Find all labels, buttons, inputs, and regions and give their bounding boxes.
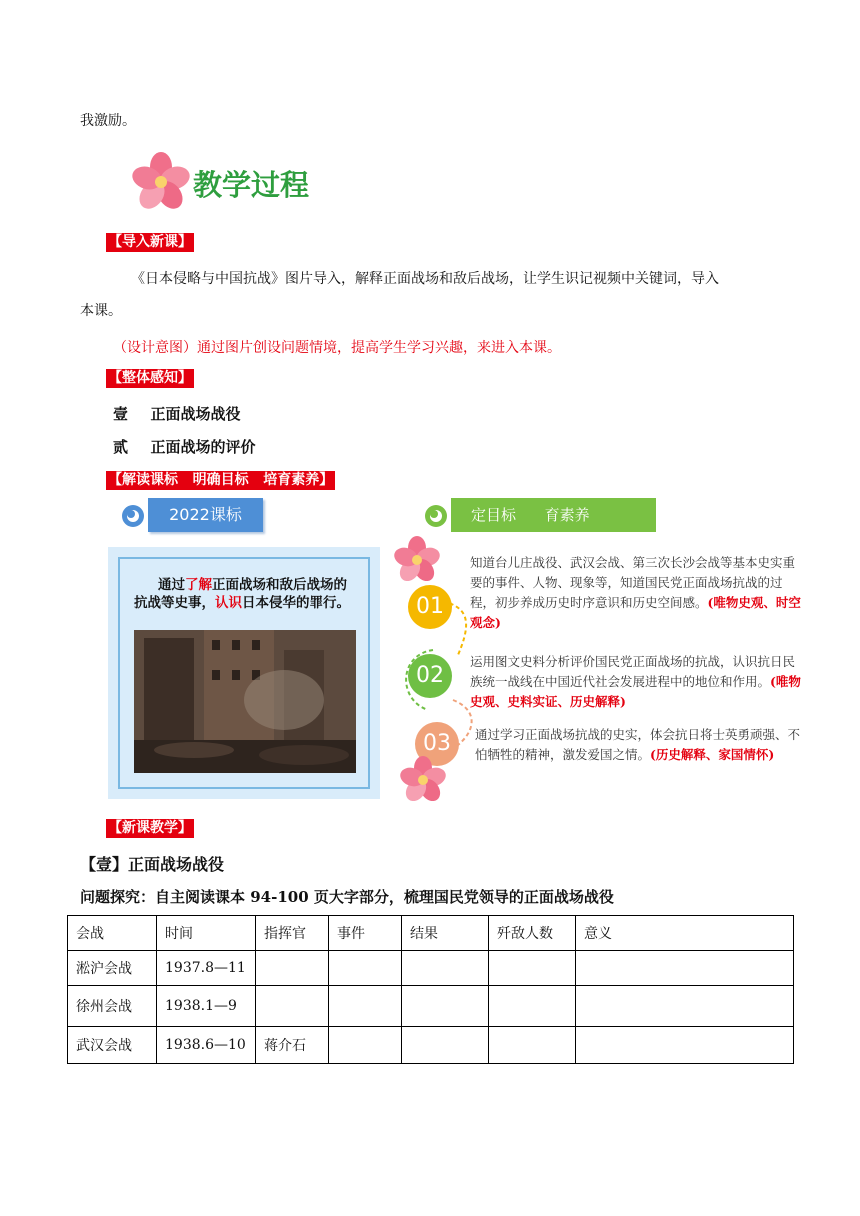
table-row <box>68 951 794 986</box>
goal-number-badge: 03 <box>415 722 459 766</box>
table-cell <box>256 986 329 1027</box>
table-cell <box>402 986 489 1027</box>
table-header-cell: 歼敌人数 <box>489 916 576 951</box>
overview-item-number: 壹 <box>113 405 129 423</box>
battles-table <box>67 915 794 1064</box>
table-cell <box>489 1027 576 1064</box>
goal-text: 通过学习正面战场抗战的史实，体会抗日将士英勇顽强、不怕牺牲的精神，激发爱国之情。(历史解释、家国情怀) <box>475 727 801 762</box>
overview-item-number: 贰 <box>113 438 129 456</box>
question-prompt: 问题探究：自主阅读课本 94-100 页大字部分，梳理国民党领导的正面战场战役 <box>80 888 614 906</box>
continuation-text: 我激励。 <box>80 113 136 129</box>
goal-text: 运用图文史料分析评价国民党正面战场的抗战，认识抗日民族统一战线在中国近代社会发展进程中的地位和作用。(唯物史观、史料实证、历史解释) <box>470 654 801 709</box>
table-header-row <box>68 916 794 951</box>
new-lesson-tag: 【新课教学】 <box>108 820 192 836</box>
curriculum-card <box>108 547 380 799</box>
intro-tag: 【导入新课】 <box>108 234 192 250</box>
table-cell <box>489 951 576 986</box>
table-cell <box>576 986 794 1027</box>
intro-paragraph-line2: 本课。 <box>80 303 122 319</box>
curriculum-tag: 【解读课标 明确目标 培育素养】 <box>108 472 334 488</box>
table-header-cell: 会战 <box>68 916 157 951</box>
section-title: 教学过程 <box>193 168 310 202</box>
table-cell <box>489 986 576 1027</box>
goal-number-badge: 02 <box>408 654 452 698</box>
table-header-cell: 事件 <box>329 916 402 951</box>
table-row <box>68 1027 794 1064</box>
table-cell <box>329 986 402 1027</box>
table-cell: 武汉会战 <box>68 1027 157 1064</box>
design-note: （设计意图）通过图片创设问题情境，提高学生学习兴趣，来进入本课。 <box>113 340 561 356</box>
intro-paragraph-line1: 《日本侵略与中国抗战》图片导入，解释正面战场和敌后战场，让学生识记视频中关键词，导入 <box>131 271 719 287</box>
table-cell <box>329 951 402 986</box>
overview-item-2 <box>113 437 256 457</box>
table-header-cell: 意义 <box>576 916 794 951</box>
table-cell <box>576 1027 794 1064</box>
card-text: 通过了解正面战场和敌后战场的抗战等史事，认识日本侵华的罪行。 <box>134 577 350 611</box>
table-header-cell: 指挥官 <box>256 916 329 951</box>
war-ruins-image <box>134 630 356 773</box>
goal-text: 知道台儿庄战役、武汉会战、第三次长沙会战等基本史实重要的事件、人物、现象等，知道国民党正面战场抗战的过程，初步养成历史时序意识和历史空间感。(唯物史观、时空观念) <box>470 555 801 630</box>
table-header-cell: 结果 <box>402 916 489 951</box>
flower-icon <box>130 152 192 212</box>
table-cell: 1937.8—11 <box>157 951 256 986</box>
bullet-icon <box>122 505 144 527</box>
goals-header: 定目标 育素养 <box>451 498 656 532</box>
table-cell: 淞沪会战 <box>68 951 157 986</box>
lesson-heading: 【壹】正面战场战役 <box>80 855 225 874</box>
overview-item-text: 正面战场的评价 <box>150 438 256 456</box>
table-cell: 徐州会战 <box>68 986 157 1027</box>
goal-number-badge: 01 <box>408 585 452 629</box>
curriculum-standard-header: 2022课标 <box>148 498 263 532</box>
flower-icon <box>398 756 448 804</box>
overview-item-1 <box>113 404 241 424</box>
overview-item-text: 正面战场战役 <box>150 405 241 423</box>
table-cell: 蒋介石 <box>256 1027 329 1064</box>
table-header-cell: 时间 <box>157 916 256 951</box>
table-cell <box>402 951 489 986</box>
table-row <box>68 986 794 1027</box>
overview-tag: 【整体感知】 <box>108 370 192 386</box>
table-cell <box>402 1027 489 1064</box>
table-cell: 1938.1—9 <box>157 986 256 1027</box>
bullet-icon <box>425 505 447 527</box>
table-cell <box>576 951 794 986</box>
table-cell <box>329 1027 402 1064</box>
table-cell <box>256 951 329 986</box>
table-cell: 1938.6—10 <box>157 1027 256 1064</box>
